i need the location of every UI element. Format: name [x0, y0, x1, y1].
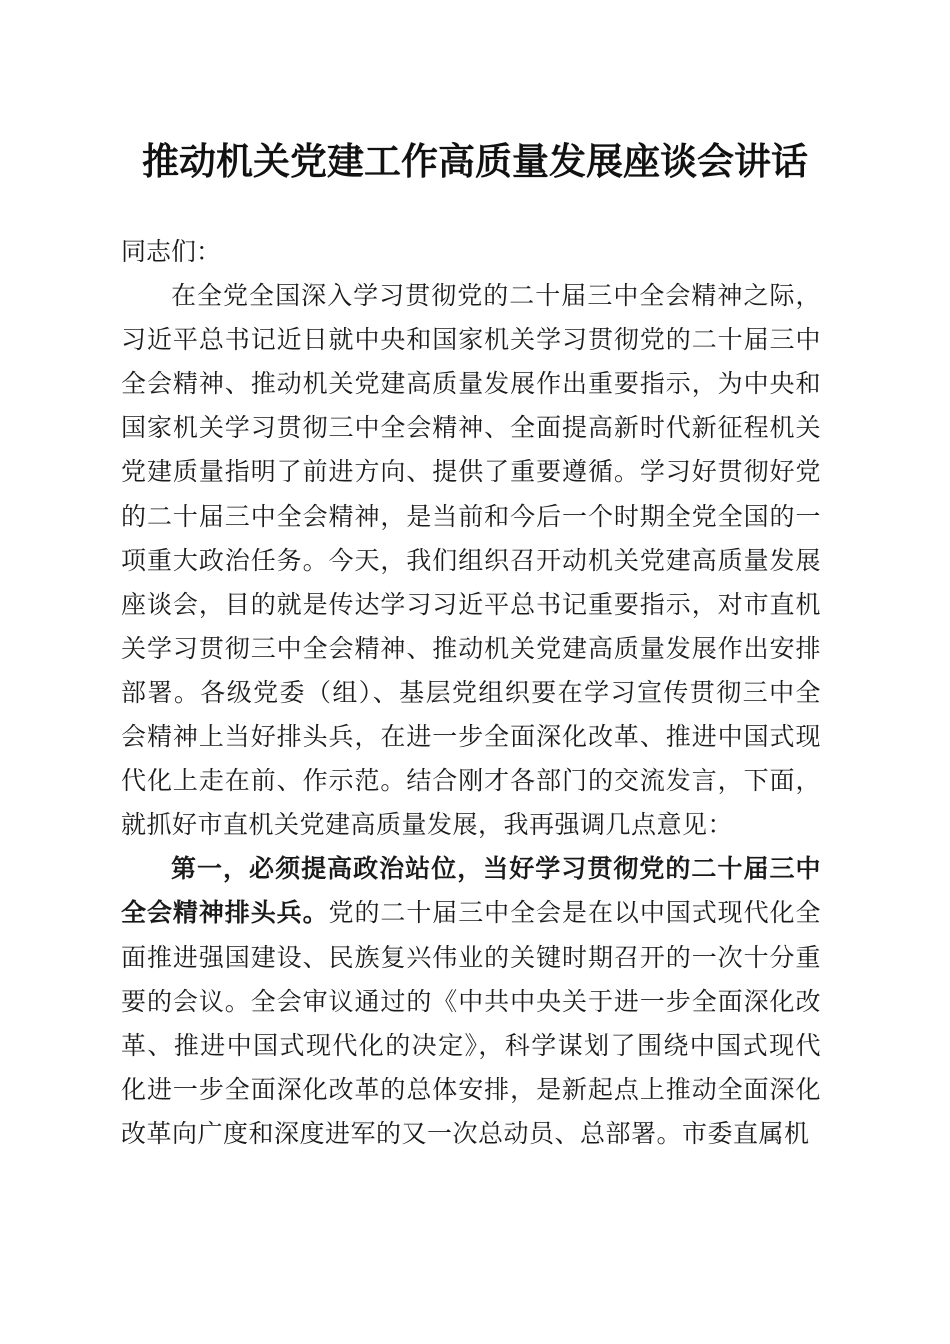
document-title: 推动机关党建工作高质量发展座谈会讲话 [142, 139, 808, 183]
paragraph-2 [121, 847, 821, 1156]
paragraph-1: 在全党全国深入学习贯彻党的二十届三中全会精神之际，习近平总书记近日就中央和国家机关学习贯彻党的二十届三中全会精神、推动机关党建高质量发展作出重要指示，为中央和国家机关学习贯彻三中全会精神、全面提高新时代新征程机关党建质量指明了前进方向、提供了重要遵循。学习好贯彻好党的二十届三中全会精神，是当前和今后一个时期全党全国的一项重大政治任务。今天，我们组织召开动机关党建高质量发展座谈会，目的就是传达学习习近平总书记重要指示，对市直机关学习贯彻三中全会精神、推动机关党建高质量发展作出安排部署。各级党委（组）、基层党组织要在学习宣传贯彻三中全会精神上当好排头兵，在进一步全面深化改革、推进中国式现代化上走在前、作示范。结合刚才各部门的交流发言，下面，就抓好市直机关党建高质量发展，我再强调几点意见： [121, 281, 821, 840]
salutation: 同志们： [121, 237, 222, 266]
paragraph-2-lead: 第一，必须提高政治站位，当好学习贯彻党的二十届三中全会精神排头兵。 [121, 854, 821, 928]
document-body [121, 230, 821, 1156]
paragraph-2-body: 党的二十届三中全会是在以中国式现代化全面推进强国建设、民族复兴伟业的关键时期召开的一次十分重要的会议。全会审议通过的《中共中央关于进一步全面深化改革、推进中国式现代化的决定》，科学谋划了围绕中国式现代化进一步全面深化改革的总体安排，是新起点上推动全面深化改革向广度和深度进军的又一次总动员、总部署。市委直属机 [121, 898, 821, 1148]
